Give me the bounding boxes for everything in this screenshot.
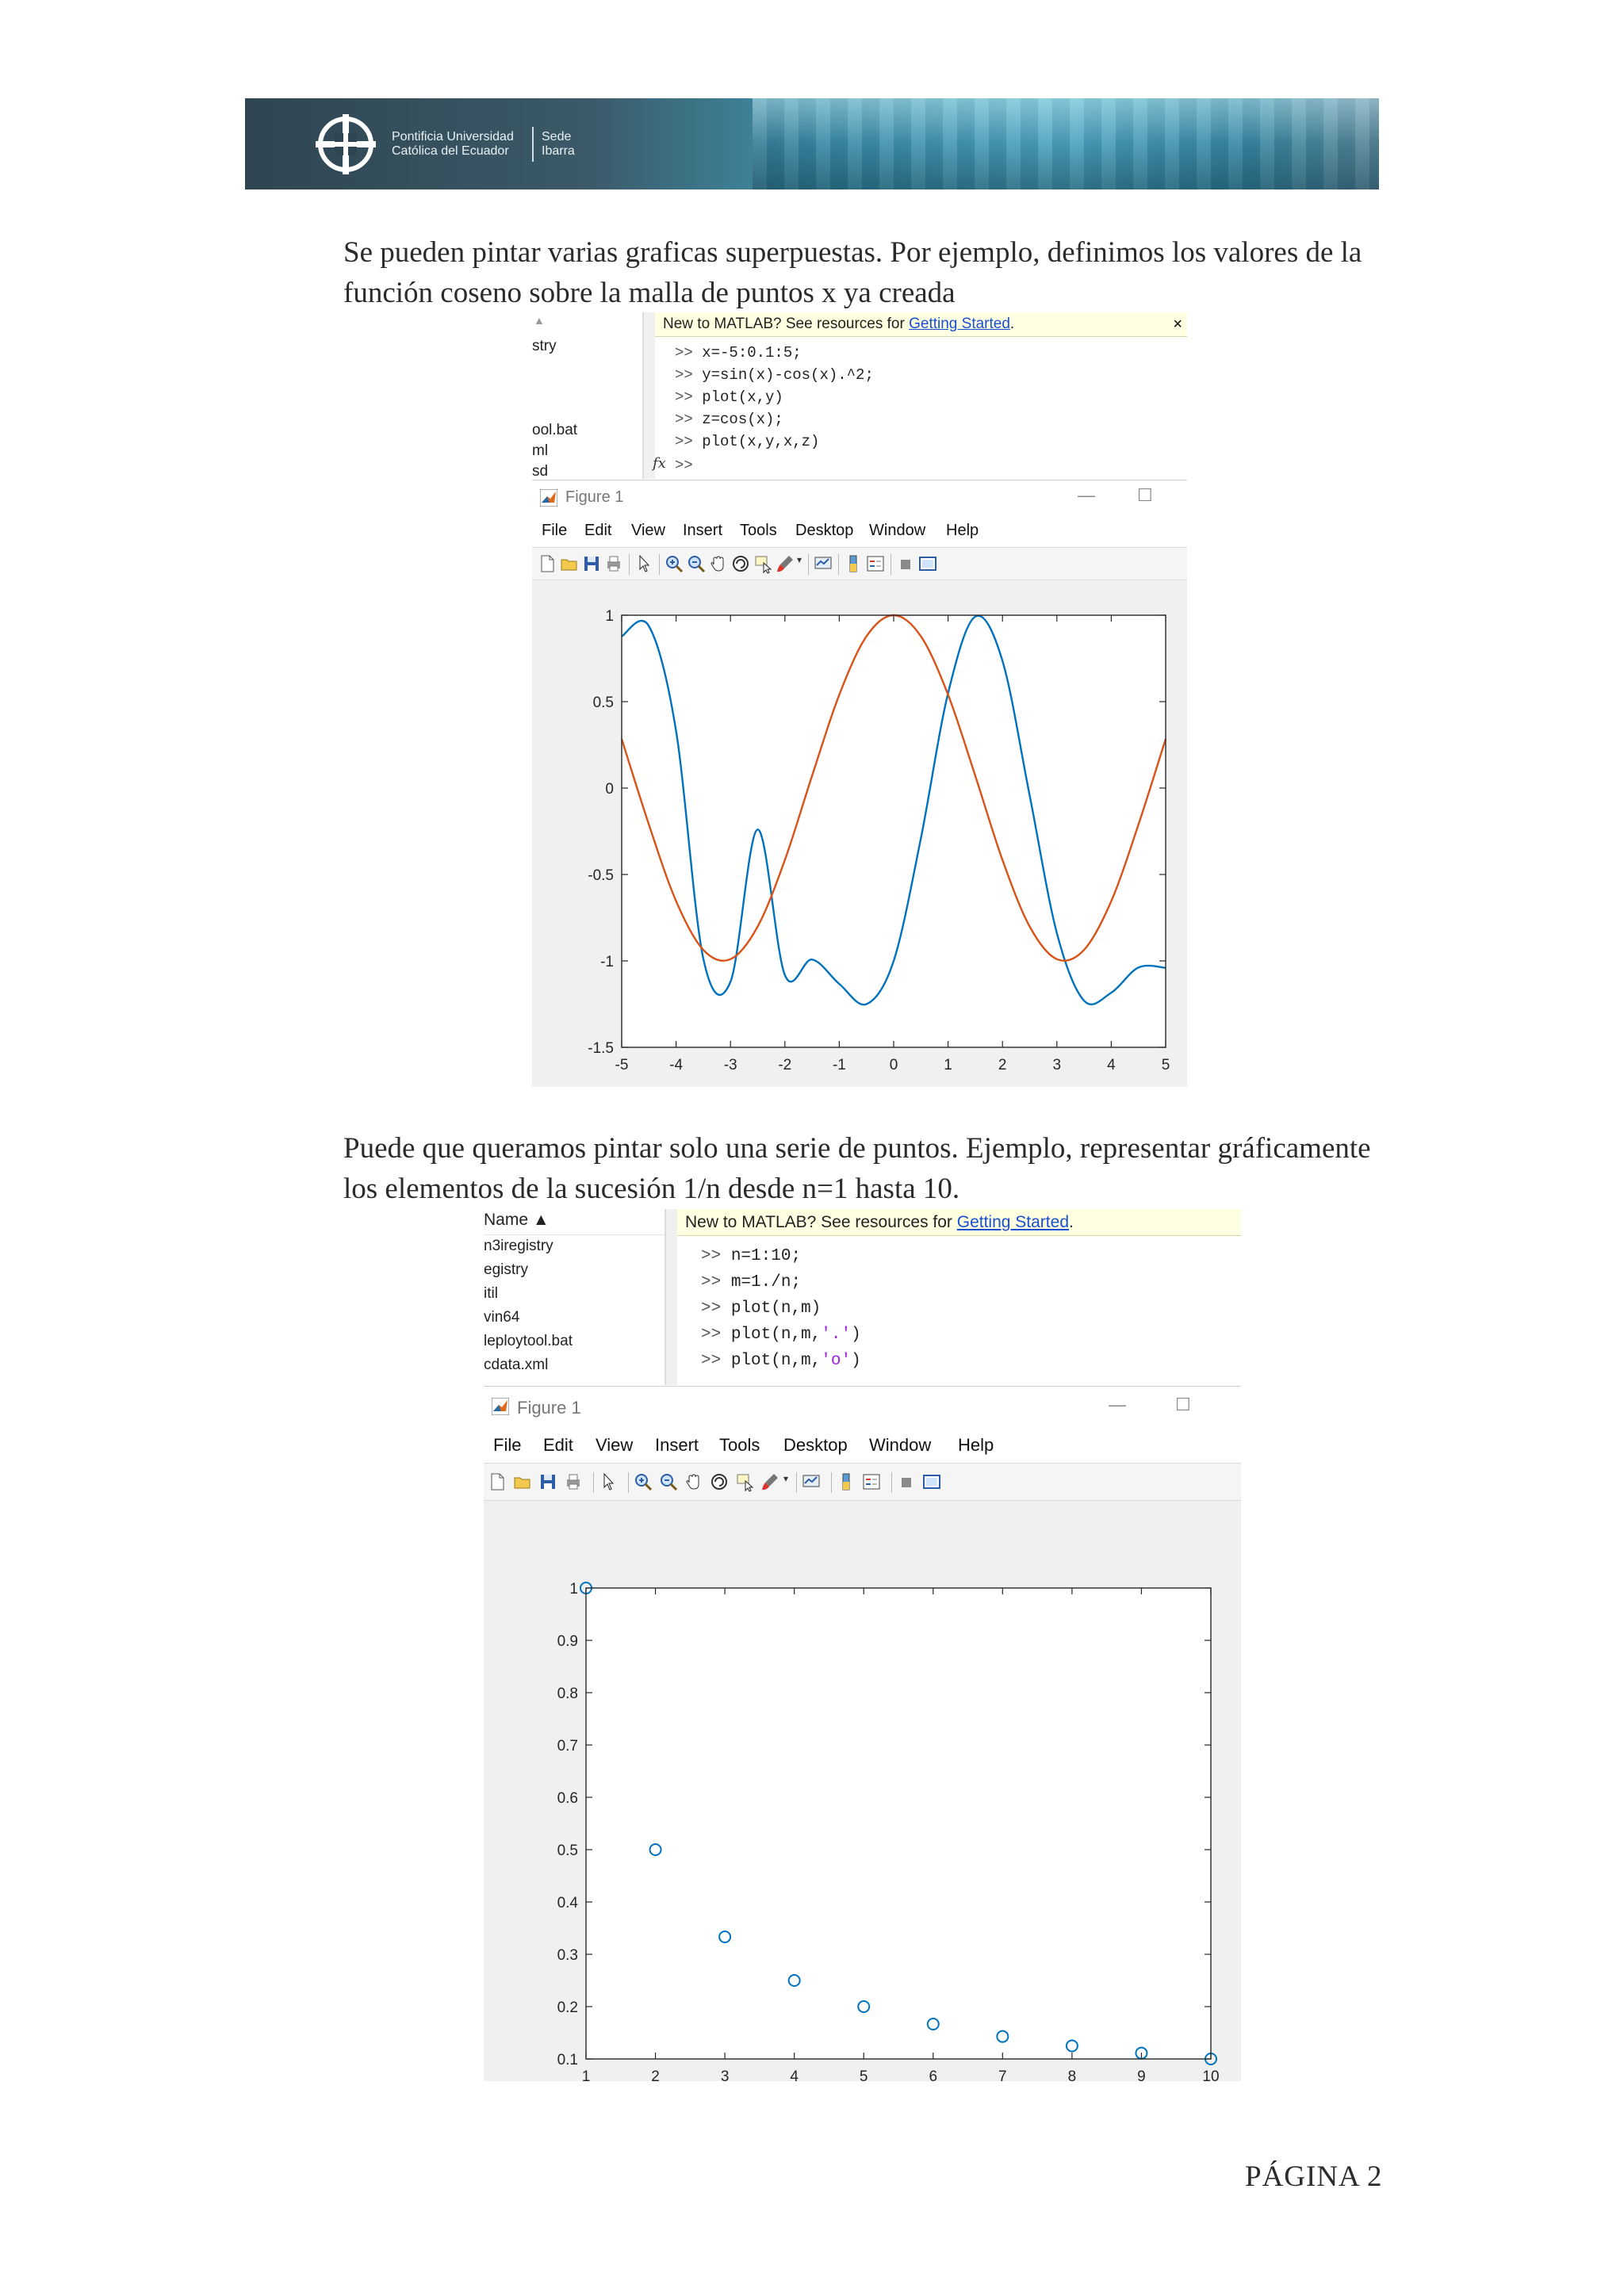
toolbar-separator (891, 1472, 892, 1493)
command-text: plot(n,m, (730, 1352, 822, 1370)
menu-window[interactable]: Window (869, 1435, 932, 1455)
command-text-tail: ) (851, 1352, 861, 1370)
chevron-down-icon[interactable]: ▾ (783, 1473, 789, 1484)
command-line (701, 1247, 801, 1265)
matlab-icon (492, 1398, 509, 1415)
string-literal: 'o' (821, 1352, 852, 1370)
menu-tools[interactable]: Tools (740, 522, 777, 539)
banner-divider (532, 127, 534, 162)
folder-item[interactable]: egistry (484, 1261, 528, 1278)
menu-desktop[interactable]: Desktop (783, 1435, 848, 1455)
pan-icon[interactable] (708, 553, 729, 574)
figure-menubar (532, 515, 1187, 548)
pan-icon[interactable] (684, 1471, 704, 1492)
axes-background (586, 1588, 1211, 2059)
prompt: >> (701, 1299, 722, 1318)
current-folder-panel (532, 312, 644, 479)
command-line (675, 433, 819, 450)
toolbar-separator (831, 1472, 832, 1493)
open-file-icon[interactable] (512, 1471, 533, 1492)
x-tick-label: 2 (998, 1057, 1007, 1073)
line-chart[interactable] (532, 580, 1187, 1087)
toolbar-separator (628, 1472, 629, 1493)
header-divider (484, 1234, 665, 1235)
folder-item[interactable]: vin64 (484, 1309, 520, 1326)
command-text: n=1:10; (730, 1247, 802, 1265)
panel-splitter[interactable] (644, 312, 655, 479)
command-window-2 (484, 1209, 1241, 1385)
zoom-in-icon[interactable] (633, 1471, 653, 1492)
minimize-icon[interactable]: — (1078, 485, 1095, 505)
menu-edit[interactable]: Edit (543, 1435, 573, 1455)
notice-text: New to MATLAB? See resources for (663, 316, 910, 332)
toolbar-separator (838, 554, 839, 575)
command-text: plot(x,y) (702, 388, 783, 406)
show-plot-tools-icon[interactable] (917, 553, 938, 574)
folder-item[interactable]: stry (532, 338, 557, 354)
getting-started-link[interactable]: Getting Started (909, 316, 1010, 332)
close-notice-icon[interactable]: × (1173, 316, 1182, 333)
scatter-chart[interactable] (484, 1501, 1241, 2081)
menu-tools[interactable]: Tools (719, 1435, 760, 1455)
figure-title: Figure 1 (517, 1398, 581, 1418)
x-tick-label: 4 (790, 2068, 799, 2081)
x-tick-label: 6 (929, 2068, 938, 2081)
show-plot-tools-icon[interactable] (921, 1471, 942, 1492)
save-icon[interactable] (581, 553, 602, 574)
folder-item[interactable]: itil (484, 1285, 498, 1302)
command-text-tail: ) (851, 1326, 861, 1344)
brush-icon[interactable] (760, 1471, 780, 1492)
campus-name-line2: Ibarra (542, 144, 575, 158)
colorbar-icon[interactable] (843, 553, 864, 574)
save-icon[interactable] (538, 1471, 558, 1492)
command-line (701, 1273, 801, 1292)
prompt: >> (675, 366, 693, 384)
x-tick-label: 7 (998, 2068, 1007, 2081)
legend-icon[interactable] (865, 553, 886, 574)
command-line (675, 388, 783, 406)
x-tick-label: -4 (669, 1057, 684, 1073)
x-tick-label: 1 (581, 2068, 591, 2081)
chevron-down-icon[interactable]: ▾ (797, 554, 802, 565)
hide-plot-tools-icon[interactable] (895, 553, 916, 574)
toolbar-separator (593, 1472, 594, 1493)
name-column-header[interactable]: Name ▲ (484, 1211, 550, 1229)
folder-item[interactable]: ool.bat (532, 422, 578, 438)
toolbar-separator (796, 1472, 797, 1493)
y-tick-label: 0.6 (557, 1790, 578, 1807)
prompt: >> (701, 1326, 722, 1344)
new-figure-icon[interactable] (537, 553, 557, 574)
command-text: plot(n,m) (730, 1299, 822, 1318)
link-plot-icon[interactable] (813, 553, 833, 574)
command-text: plot(n,m, (730, 1326, 822, 1344)
menu-view[interactable]: View (631, 522, 665, 539)
menu-insert[interactable]: Insert (683, 522, 723, 539)
y-tick-label: 0.5 (592, 695, 614, 711)
link-plot-icon[interactable] (801, 1471, 822, 1492)
data-cursor-icon[interactable] (753, 553, 773, 574)
x-tick-label: 2 (651, 2068, 660, 2081)
folder-item[interactable]: leploytool.bat (484, 1333, 573, 1349)
figure-title: Figure 1 (565, 488, 624, 506)
x-tick-label: 9 (1137, 2068, 1146, 2081)
zoom-out-icon[interactable] (686, 553, 707, 574)
plot-area (484, 1501, 1241, 2081)
prompt: >> (675, 433, 693, 450)
figure-toolbar (484, 1464, 1241, 1501)
brush-icon[interactable] (775, 553, 795, 574)
university-name-line1: Pontificia Universidad (392, 130, 514, 144)
x-tick-label: 5 (1161, 1057, 1170, 1073)
university-logo (312, 111, 379, 178)
x-tick-label: -5 (615, 1057, 629, 1073)
maximize-icon[interactable]: ☐ (1175, 1395, 1191, 1414)
pointer-icon[interactable] (598, 1471, 619, 1492)
command-window-1 (532, 312, 1187, 479)
menu-file[interactable]: File (493, 1435, 522, 1455)
x-tick-label: 0 (889, 1057, 898, 1073)
command-text: z=cos(x); (702, 411, 783, 428)
figure-window-2 (484, 1386, 1241, 2081)
figure-menubar (484, 1426, 1241, 1464)
prompt: >> (701, 1273, 722, 1292)
x-tick-label: 5 (859, 2068, 868, 2081)
print-icon[interactable] (563, 1471, 584, 1492)
prompt: >> (675, 388, 693, 406)
command-input-line[interactable] (675, 457, 693, 474)
university-name (392, 130, 514, 159)
command-text: y=sin(x)-cos(x).^2; (702, 366, 874, 384)
menu-view[interactable]: View (596, 1435, 634, 1455)
menu-edit[interactable]: Edit (584, 522, 612, 539)
y-tick-label: 1 (605, 608, 614, 625)
command-line (701, 1299, 821, 1318)
notice-text-end: . (1069, 1213, 1074, 1231)
folder-item[interactable]: n3iregistry (484, 1238, 553, 1254)
string-literal: '.' (821, 1326, 852, 1344)
toolbar-separator (808, 554, 809, 575)
figure-window-1 (532, 480, 1187, 1087)
y-tick-label: 0.4 (557, 1895, 578, 1911)
x-tick-label: -3 (723, 1057, 737, 1073)
hide-plot-tools-icon[interactable] (896, 1471, 917, 1492)
figure-titlebar[interactable] (484, 1387, 1241, 1426)
folder-item[interactable]: cdata.xml (484, 1357, 549, 1373)
menu-insert[interactable]: Insert (655, 1435, 699, 1455)
y-tick-label: 0.8 (557, 1686, 578, 1702)
y-tick-label: 0.7 (557, 1738, 578, 1755)
x-tick-label: -1 (832, 1057, 846, 1073)
notice-text-end: . (1009, 316, 1015, 332)
toolbar-separator (659, 554, 660, 575)
y-tick-label: 0 (605, 781, 614, 798)
fx-icon[interactable]: fx (653, 455, 666, 472)
figure-toolbar (532, 548, 1187, 580)
y-tick-label: 0.5 (557, 1843, 578, 1859)
menu-help[interactable]: Help (946, 522, 979, 539)
paragraph-point-series: Puede que queramos pintar solo una serie de puntos. Ejemplo, representar gráficamente los elementos de la sucesión 1/n desde n=1 hasta 10. (343, 1132, 1371, 1205)
x-tick-label: 3 (1052, 1057, 1062, 1073)
new-figure-icon[interactable] (487, 1471, 508, 1492)
y-tick-label: 0.9 (557, 1633, 578, 1650)
colorbar-icon[interactable] (836, 1471, 856, 1492)
figure-titlebar[interactable] (532, 480, 1187, 515)
rotate-3d-icon[interactable] (730, 553, 751, 574)
y-tick-label: 0.3 (557, 1947, 578, 1964)
x-tick-label: 8 (1067, 2068, 1077, 2081)
prompt: >> (675, 344, 693, 362)
axes-background (622, 615, 1166, 1047)
current-folder-panel (484, 1209, 666, 1385)
plot-area (532, 580, 1187, 1087)
command-line (701, 1326, 861, 1344)
legend-icon[interactable] (861, 1471, 882, 1492)
y-tick-label: -0.5 (588, 867, 614, 884)
getting-started-notice (655, 312, 1187, 337)
matlab-icon (540, 489, 557, 507)
x-tick-label: 3 (720, 2068, 730, 2081)
folder-item[interactable]: sd (532, 463, 549, 479)
minimize-icon[interactable]: — (1109, 1395, 1126, 1414)
zoom-out-icon[interactable] (658, 1471, 679, 1492)
getting-started-notice (677, 1209, 1241, 1236)
prompt: >> (701, 1247, 722, 1265)
prompt: >> (675, 457, 693, 474)
x-tick-label: 10 (1202, 2068, 1220, 2081)
toolbar-separator (629, 554, 630, 575)
command-line (701, 1352, 861, 1370)
page-number: PÁGINA 2 (1245, 2160, 1383, 2193)
sort-arrow-icon[interactable]: ▲ (534, 314, 545, 327)
print-icon[interactable] (603, 553, 624, 574)
command-text: plot(x,y,x,z) (702, 433, 820, 450)
command-text: m=1./n; (730, 1273, 802, 1292)
data-cursor-icon[interactable] (734, 1471, 755, 1492)
campus-name-line1: Sede (542, 130, 572, 144)
open-file-icon[interactable] (559, 553, 580, 574)
command-line (675, 411, 783, 428)
zoom-in-icon[interactable] (664, 553, 684, 574)
campus-name (542, 130, 575, 159)
menu-desktop[interactable]: Desktop (795, 522, 854, 539)
university-name-line2: Católica del Ecuador (392, 144, 509, 158)
y-tick-label: -1.5 (588, 1040, 614, 1057)
rotate-3d-icon[interactable] (709, 1471, 730, 1492)
prompt: >> (675, 411, 693, 428)
y-tick-label: 0.1 (557, 2052, 578, 2068)
prompt: >> (701, 1352, 722, 1370)
paragraph-overlay-plots: Se pueden pintar varias graficas superpuestas. Por ejemplo, definimos los valores de la función coseno sobre la malla de puntos x ya creada (343, 236, 1362, 309)
pointer-icon[interactable] (634, 553, 654, 574)
x-tick-label: 1 (944, 1057, 952, 1073)
campus-photo-strip (753, 98, 1379, 189)
maximize-icon[interactable]: ☐ (1137, 485, 1153, 505)
panel-splitter[interactable] (666, 1209, 677, 1385)
menu-window[interactable]: Window (869, 522, 926, 539)
command-text: x=-5:0.1:5; (702, 344, 802, 362)
command-line (675, 366, 874, 384)
y-tick-label: 1 (569, 1581, 578, 1598)
y-tick-label: 0.2 (557, 1999, 578, 2016)
folder-item[interactable]: ml (532, 442, 549, 459)
y-tick-label: -1 (600, 954, 614, 970)
x-tick-label: -2 (778, 1057, 792, 1073)
header-banner (245, 98, 1379, 189)
menu-file[interactable]: File (542, 522, 568, 539)
getting-started-link[interactable]: Getting Started (956, 1213, 1069, 1231)
menu-help[interactable]: Help (958, 1435, 994, 1455)
notice-text: New to MATLAB? See resources for (685, 1213, 957, 1231)
command-line (675, 344, 802, 362)
x-tick-label: 4 (1107, 1057, 1116, 1073)
